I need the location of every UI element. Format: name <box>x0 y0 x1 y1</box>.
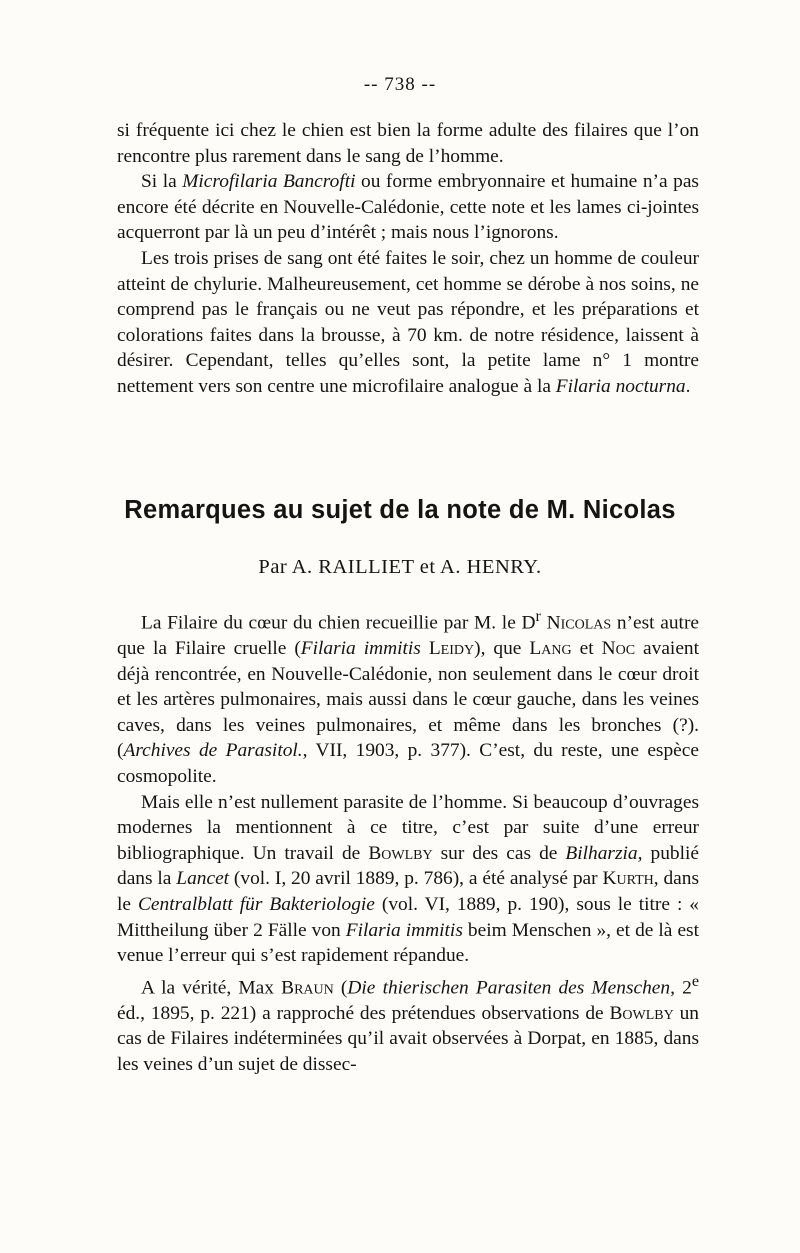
author-name: Noc <box>601 638 636 660</box>
text-run: beim Menschen », et de là est venue l’erreur qui s’est rapidement répandue. <box>117 919 699 967</box>
text-run: publié dans la <box>117 842 699 890</box>
text-run: n’est autre que la Filaire cruelle ( <box>117 612 700 660</box>
italic-text: Filaria nocturna <box>555 375 686 397</box>
italic-text: Centralblatt für Bakteriologie <box>137 894 375 915</box>
text-run: ( <box>333 977 348 999</box>
author-name: Nicolas <box>546 612 612 634</box>
intro-paragraph-1: si fréquente ici chez le chien est bien la forme adulte des filaires que l’on rencontre plus rarement dans le sang de l’homme. <box>117 120 699 167</box>
article-title: Remarques au sujet de la note de M. Nicolas <box>124 496 676 524</box>
italic-text: Lancet <box>176 868 230 890</box>
italic-text: Bilharzia, <box>565 842 643 864</box>
italic-text: Die thierischen Parasiten des Menschen, <box>347 977 675 999</box>
text-run <box>421 638 429 659</box>
superscript: r <box>535 608 541 625</box>
italic-text: Filaria immitis <box>345 919 463 941</box>
text-run: ), que <box>474 638 530 660</box>
text-run: La Filaire du cœur du chien recueillie par M. le D <box>141 612 536 634</box>
author-name: Lang <box>529 638 572 660</box>
author-name: Bowlby <box>368 842 433 864</box>
page-number: -- 738 -- <box>363 74 437 95</box>
text-run: (vol. I, 20 avril 1889, p. 786), a été analysé par <box>229 868 603 890</box>
text-run: A la vérité, Max <box>141 977 282 999</box>
intro-paragraph-2 <box>117 169 699 246</box>
text-run: Mais elle n’est nullement parasite de l’homme. Si beaucoup d’ouvrages modernes la mentionnent à ce titre, c’est par suite d’une erreur bibliographique. Un travail de <box>117 791 699 864</box>
italic-text: Archives de Parasitol. <box>123 740 303 762</box>
text-run: ou forme embryonnaire et humaine n’a pas encore été décrite en Nouvelle-Calédonie, cette note et les lames ci-jointes acquerront par là un peu d’intérêt ; mais nous l’ignorons. <box>117 171 699 244</box>
intro-text <box>117 118 699 400</box>
text-run: , VII, 1903, p. 377). C’est, du reste, une espèce cosmopolite. <box>117 740 699 788</box>
text-run: avaient déjà rencontrée, en Nouvelle-Calédonie, non seulement dans le cœur droit et les artères pulmonaires, mais aussi dans le cœur gauche, dans les veines caves, dans les veines pulmonaires, et même dans les bronches (?). ( <box>117 638 700 762</box>
author-name: Leidy <box>428 638 475 660</box>
intro-paragraph-3 <box>117 246 699 400</box>
superscript: e <box>691 972 699 990</box>
text-run: Les trois prises de sang ont été faites le soir, chez un homme de couleur atteint de chylurie. Malheureusement, cet homme se dérobe à nos soins, ne comprend pas le français ou ne veut pas répondre, et les préparations et colorations faites dans la brousse, à 70 km. de notre résidence, laissent à désirer. Cependant, telles qu’elles sont, la petite lame n° 1 montre nettement vers son centre une microfilaire analogue à la <box>117 247 699 397</box>
article-byline: Par A. RAILLIET et A. HENRY. <box>258 556 542 578</box>
text-run: Si la <box>141 171 183 193</box>
author-name: Kurth <box>602 868 654 890</box>
text-run: , dans le <box>117 868 700 915</box>
article-paragraph-1 <box>117 604 699 790</box>
italic-text: Microfilaria Bancrofti <box>182 171 356 193</box>
author-name: Bowlby <box>609 1002 674 1024</box>
text-run: . <box>685 375 691 397</box>
text-run: 2 <box>674 977 692 999</box>
article-paragraph-3 <box>117 969 699 1078</box>
article-body <box>117 604 699 1078</box>
text-run: un cas de Filaires indéterminées qu’il avait observées à Dorpat, en 1885, dans les veines d’un sujet de dissec- <box>117 1002 699 1076</box>
author-name: Braun <box>281 977 334 999</box>
text-run: (vol. VI, 1889, p. 190), sous le titre : « Mittheilung über 2 Fälle von <box>117 894 699 941</box>
italic-text: Filaria immitis <box>300 638 421 660</box>
article-paragraph-2 <box>117 790 699 969</box>
text-run: et <box>571 638 602 660</box>
text-run: éd., 1895, p. 221) a rapproché des prétendues observations de <box>117 1002 610 1024</box>
text-run: sur des cas de <box>432 842 566 864</box>
